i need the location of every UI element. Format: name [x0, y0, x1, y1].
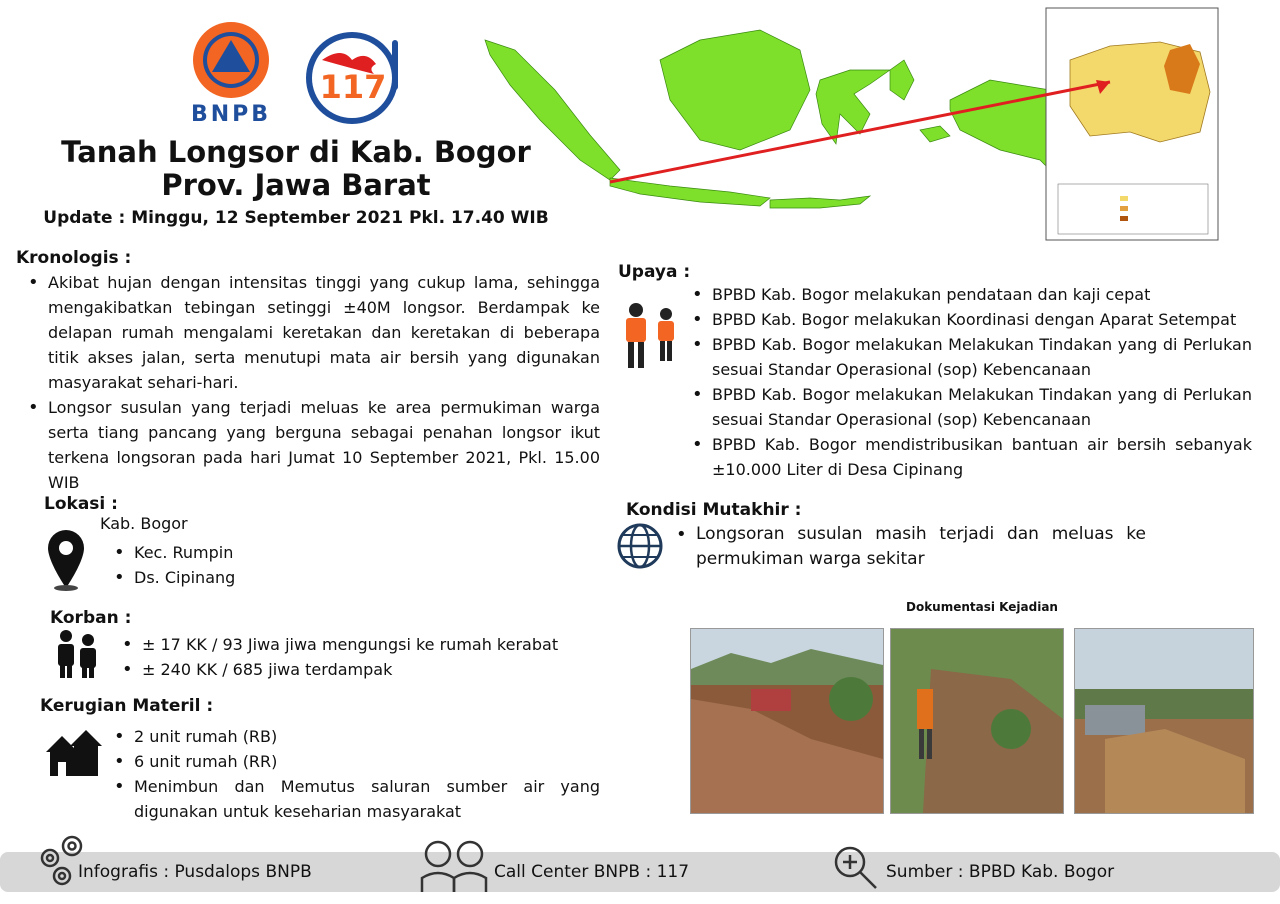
- title-line1: Tanah Longsor di Kab. Bogor: [61, 135, 531, 169]
- list-item: • BPBD Kab. Bogor melakukan pendataan dan kaji cepat: [682, 282, 1252, 307]
- gear-icon: [36, 830, 94, 892]
- kondisi-list: [666, 522, 1146, 572]
- kondisi-heading: Kondisi Mutakhir :: [626, 500, 802, 520]
- lokasi-kab: Kab. Bogor: [100, 514, 188, 533]
- list-item: • Kec. Rumpin: [104, 540, 404, 565]
- page-title: [40, 136, 552, 202]
- photo-2: [890, 628, 1064, 814]
- location-map: [480, 0, 1280, 245]
- list-item: • 6 unit rumah (RR): [104, 749, 600, 774]
- photo-1: [690, 628, 884, 814]
- upaya-list: [682, 282, 1252, 482]
- photo-3: [1074, 628, 1254, 814]
- list-item: • Longsoran susulan masih terjadi dan meluas ke permukiman warga sekitar: [666, 522, 1146, 572]
- footer-infografis: Infografis : Pusdalops BNPB: [78, 862, 312, 882]
- list-item: • Menimbun dan Memutus saluran sumber air yang digunakan untuk keseharian masyarakat: [104, 774, 600, 824]
- kerugian-list: [104, 724, 600, 824]
- list-item: • Akibat hujan dengan intensitas tinggi yang cukup lama, sehingga mengakibatkan tebingan setinggi ±40M longsor. Berdampak ke delapan rumah mengalami keretakan dan keretakan di beberapa titik akses jalan, serta menutupi mata air bersih yang digunakan masyarakat sehari-hari.: [18, 270, 600, 395]
- bnpb-logo-text: BNPB: [190, 102, 272, 127]
- globe-icon: [616, 522, 664, 574]
- pusdalops-logo: [300, 20, 410, 130]
- title-line2: Prov. Jawa Barat: [161, 168, 431, 202]
- victims-icon: [52, 628, 106, 684]
- workers-icon: [618, 300, 680, 376]
- bnpb-logo: [186, 20, 276, 130]
- people-icon: [416, 836, 492, 896]
- update-timestamp: Update : Minggu, 12 September 2021 Pkl. 17.40 WIB: [43, 208, 549, 228]
- korban-list: [112, 632, 602, 682]
- list-item: • BPBD Kab. Bogor mendistribusikan bantuan air bersih sebanyak ±10.000 Liter di Desa Cipinang: [682, 432, 1252, 482]
- house-icon: [46, 730, 102, 782]
- search-plus-icon: [832, 844, 880, 896]
- list-item: • BPBD Kab. Bogor melakukan Melakukan Tindakan yang di Perlukan sesuai Standar Operasional (sop) Kebencanaan: [682, 332, 1252, 382]
- location-pin-icon: [46, 528, 86, 596]
- list-item: • BPBD Kab. Bogor melakukan Melakukan Tindakan yang di Perlukan sesuai Standar Operasional (sop) Kebencanaan: [682, 382, 1252, 432]
- list-item: • Ds. Cipinang: [104, 565, 404, 590]
- footer-call-center: Call Center BNPB : 117: [494, 862, 690, 882]
- dokumentasi-heading: Dokumentasi Kejadian: [906, 600, 1058, 614]
- list-item: • Longsor susulan yang terjadi meluas ke area permukiman warga serta tiang pancang yang berguna sebagai penahan longsor ikut terkena longsoran pada hari Jumat 10 September 2021, Pkl. 15.00 WIB: [18, 395, 600, 495]
- pusdalops-number: 117: [319, 68, 387, 106]
- kerugian-heading: Kerugian Materil :: [40, 696, 214, 716]
- list-item: • ± 240 KK / 685 jiwa terdampak: [112, 657, 602, 682]
- list-item: • BPBD Kab. Bogor melakukan Koordinasi dengan Aparat Setempat: [682, 307, 1252, 332]
- kronologis-heading: Kronologis :: [16, 248, 132, 268]
- list-item: • 2 unit rumah (RB): [104, 724, 600, 749]
- upaya-heading: Upaya :: [618, 262, 691, 282]
- list-item: • ± 17 KK / 93 Jiwa jiwa mengungsi ke rumah kerabat: [112, 632, 602, 657]
- lokasi-heading: Lokasi :: [44, 494, 118, 514]
- kronologis-list: [18, 270, 600, 495]
- footer-sumber: Sumber : BPBD Kab. Bogor: [886, 862, 1115, 882]
- lokasi-list: [104, 540, 404, 590]
- korban-heading: Korban :: [50, 608, 132, 628]
